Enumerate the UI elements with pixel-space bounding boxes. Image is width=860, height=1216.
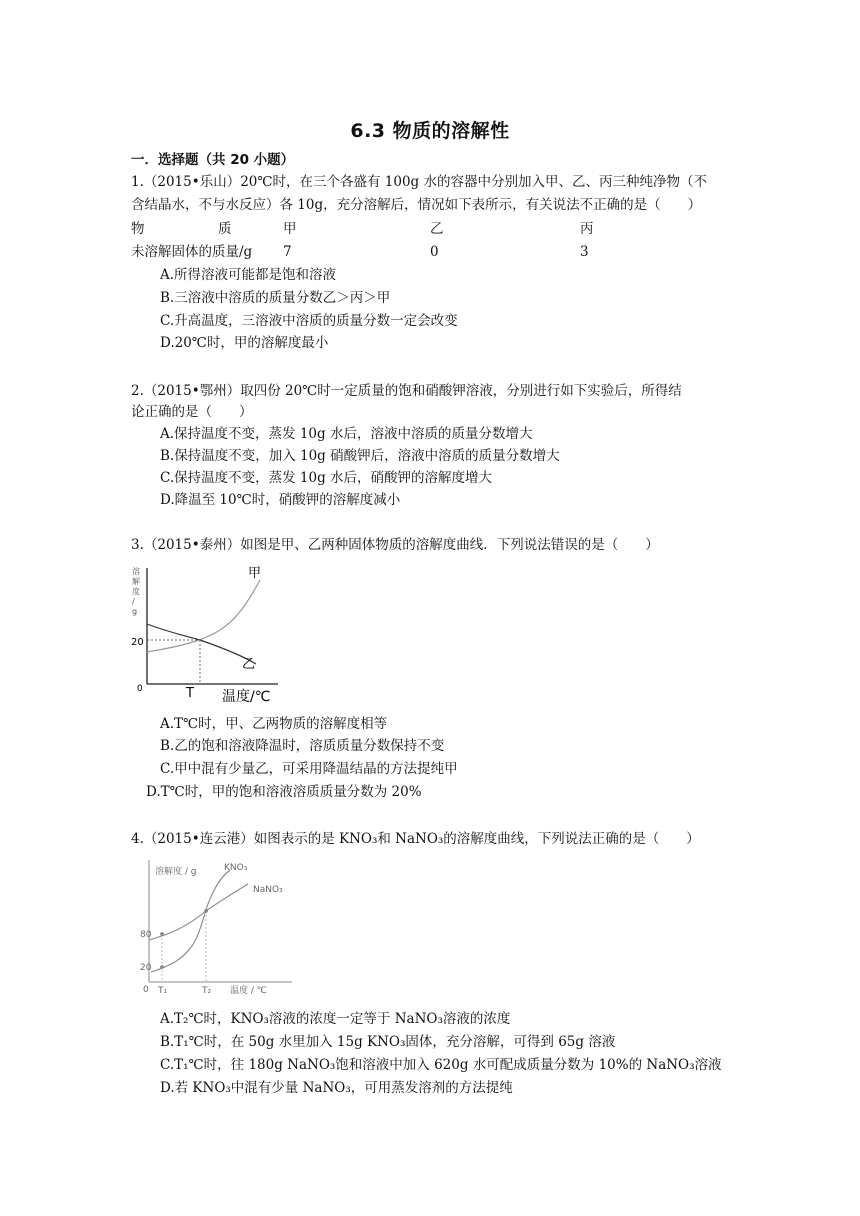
q1-stem-line2: 含结晶水，不与水反应）各 10g，充分溶解后，情况如下表所示，有关说法不正确的是（ ） [131,197,702,213]
section-heading: 一．选择题（共 20 小题） [131,152,295,168]
q3-label-jia: 甲 [248,566,262,581]
q3-ylabel-char-5: g [132,607,138,616]
q4-origin: 0 [143,985,149,995]
q3-option-c: C.甲中混有少量乙，可采用降温结晶的方法提纯甲 [160,761,458,777]
q1-option-c: C.升高温度，三溶液中溶质的质量分数一定会改变 [160,313,458,329]
q4-curve-kno3 [151,870,230,972]
q3-solubility-graph [128,560,288,708]
q1-option-d: D.20℃时，甲的溶解度最小 [160,335,329,351]
q1-option-a: A.所得溶液可能都是饱和溶液 [160,267,337,283]
q2-option-b: B.保持温度不变，加入 10g 硝酸钾后，溶液中溶质的质量分数增大 [160,448,560,464]
q4-xlabel: 温度 / ℃ [230,986,267,996]
q4-tick-t1: T₁ [158,986,168,996]
q1-table-header-jia: 甲 [283,221,297,237]
q1-table-header-1: 物 [131,221,145,237]
q1-table-value-jia: 7 [283,244,292,260]
q1-table-header-yi: 乙 [430,221,444,237]
q4-ylabel: 溶解度 / g [155,867,197,877]
q2-option-c: C.保持温度不变，蒸发 10g 水后，硝酸钾的溶解度增大 [160,470,493,486]
q3-stem: 3.（2015•泰州）如图是甲、乙两种固体物质的溶解度曲线．下列说法错误的是（ ） [131,537,659,553]
q1-table-row-label: 未溶解固体的质量/g [131,244,253,260]
q2-option-a: A.保持温度不变，蒸发 10g 水后，溶液中溶质的质量分数增大 [160,426,533,442]
q4-stem: 4.（2015•连云港）如图表示的是 KNO₃和 NaNO₃的溶解度曲线，下列说法正确的是（ ） [131,831,700,847]
q2-stem-line1: 2.（2015•鄂州）取四份 20℃时一定质量的饱和硝酸钾溶液，分别进行如下实验后，所得结 [131,383,682,399]
q3-xlabel: 温度/℃ [222,689,271,705]
q4-label-nano3: NaNO₃ [253,885,283,895]
q1-stem-line1: 1.（2015•乐山）20℃时，在三个各盛有 100g 水的容器中分别加入甲、乙、丙三种纯净物（不 [131,174,707,190]
q1-table-value-bing: 3 [580,244,589,260]
q3-origin: 0 [137,684,143,694]
q4-label-kno3: KNO₃ [224,863,248,873]
q3-tick-20: 20 [131,637,144,648]
q4-tick-20: 20 [140,963,152,973]
q2-option-d: D.降温至 10℃时，硝酸钾的溶解度减小 [160,492,401,508]
q3-curve-yi [147,624,256,664]
q3-ylabel-char-3: 度 [132,587,140,596]
q3-label-yi: 乙 [242,657,256,672]
q3-option-b: B.乙的饱和溶液降温时，溶质质量分数保持不变 [160,738,445,754]
q3-option-d: D.T℃时，甲的饱和溶液溶质质量分数为 20% [146,784,422,800]
page-title: 6.3 物质的溶解性 [350,120,510,142]
q4-option-b: B.T₁℃时，在 50g 水里加入 15g KNO₃固体，充分溶解，可得到 65g 溶液 [160,1034,616,1050]
q1-table-header-2: 质 [218,221,232,237]
q3-ylabel-char-2: 解 [132,577,140,586]
q4-option-c: C.T₁℃时，往 180g NaNO₃饱和溶液中加入 620g 水可配成质量分数为 10%的 NaNO₃溶液 [160,1057,722,1073]
q1-option-b: B.三溶液中溶质的质量分数乙＞丙＞甲 [160,290,391,306]
q4-tick-80: 80 [140,930,152,940]
q4-tick-t2: T₂ [202,986,212,996]
q4-solubility-graph [140,856,300,998]
q2-stem-line2: 论正确的是（ ） [131,404,253,420]
q1-table-value-yi: 0 [430,244,439,260]
q3-option-a: A.T℃时，甲、乙两物质的溶解度相等 [160,716,388,732]
q1-table-header-bing: 丙 [580,221,594,237]
q3-ylabel-char-4: / [132,597,135,606]
q3-tick-T: T [186,686,194,701]
q4-option-a: A.T₂℃时，KNO₃溶液的浓度一定等于 NaNO₃溶液的浓度 [160,1011,511,1027]
q4-option-d: D.若 KNO₃中混有少量 NaNO₃，可用蒸发溶剂的方法提纯 [160,1080,513,1096]
q3-ylabel-char-1: 溶 [132,567,140,576]
